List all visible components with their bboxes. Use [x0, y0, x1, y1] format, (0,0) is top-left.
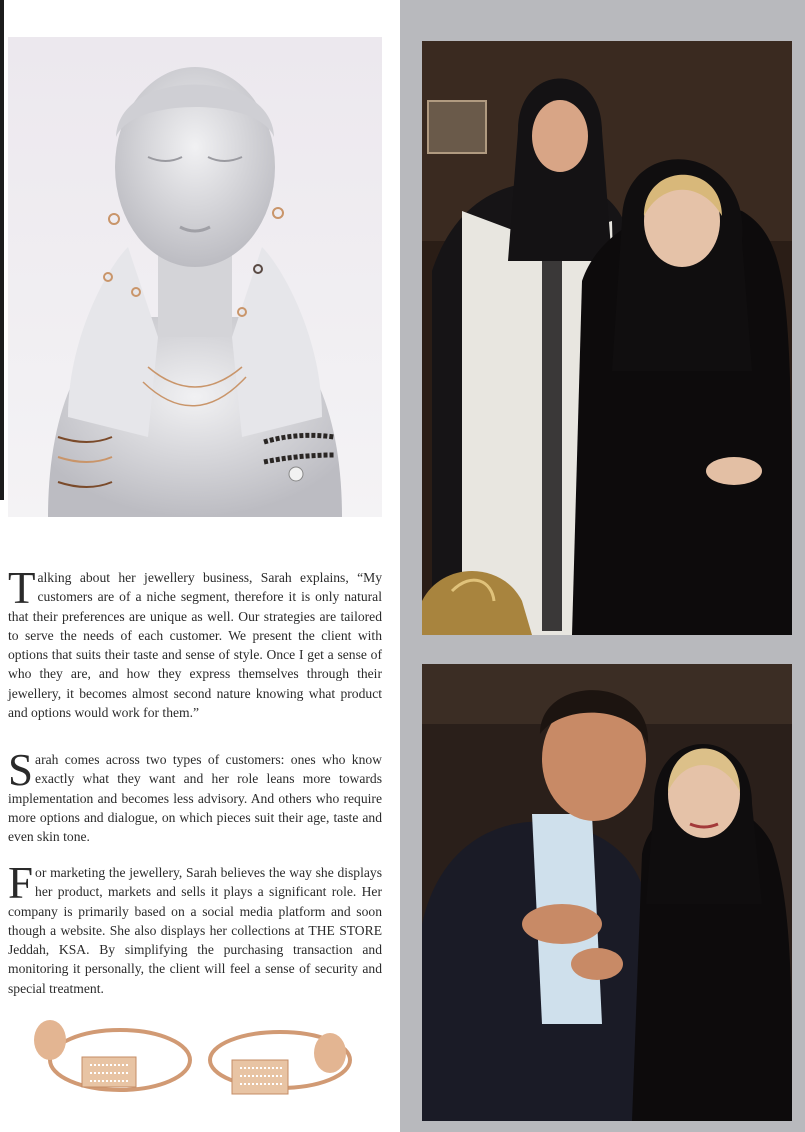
event-photo-man-and-woman — [422, 664, 792, 1121]
article-paragraph-3 — [8, 858, 382, 998]
dropcap-1: T — [8, 563, 36, 613]
article-paragraph-1 — [8, 563, 382, 722]
event-photo-two-women — [422, 41, 792, 635]
page-edge-bar — [0, 0, 4, 500]
model-jewellery-photo — [8, 37, 382, 517]
rose-gold-rings-photo — [20, 1005, 380, 1120]
paragraph-1-text: alking about her jewellery business, Sarah explains, “My customers are of a niche segment, therefore it is only natural that their preferences are unique as well. Our strategies are tailored to serve the needs of each customer. We present the client with options that suits their taste and sense of style. Once I get a sense of who they are, and how they express themselves through their jewellery, it becomes almost second nature knowing what product and options would work for them.” — [8, 570, 382, 721]
paragraph-2-text: arah comes across two types of customers: ones who know exactly what they want and her role leans more towards implementation and becomes less advisory. And others who require more options and dialogue, on which pieces suit their age, taste and even skin tone. — [8, 752, 382, 845]
paragraph-3-text: or marketing the jewellery, Sarah believes the way she displays her product, markets and sells it plays a significant role. Her company is primarily based on a social media platform and soon though a website. She also displays her collections at THE STORE Jeddah, KSA. By simplifying the purchasing transaction and monitoring it personally, the client will feel a sense of security and special treatment. — [8, 865, 382, 996]
article-paragraph-2 — [8, 745, 382, 846]
dropcap-3: F — [8, 858, 34, 908]
dropcap-2: S — [8, 745, 34, 795]
